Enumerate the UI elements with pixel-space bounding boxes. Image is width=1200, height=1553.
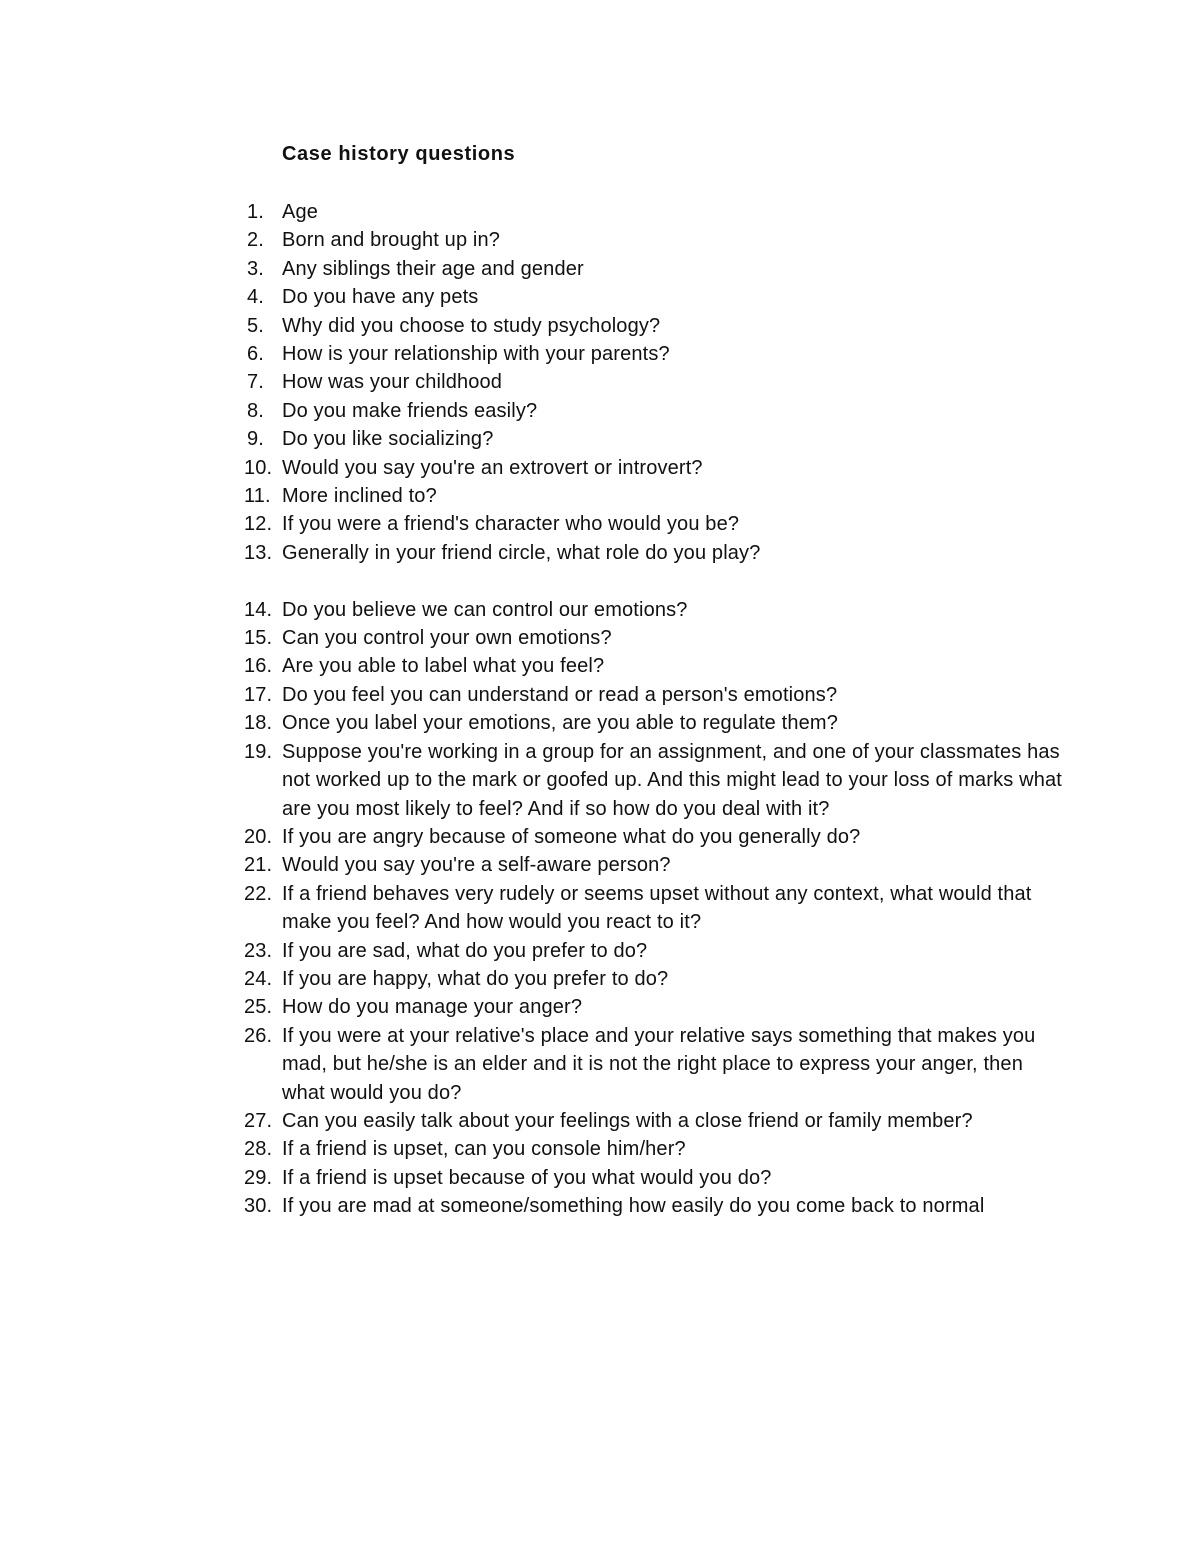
list-item <box>244 539 1064 567</box>
question-text: Do you like socializing? <box>282 428 494 451</box>
list-item <box>244 709 1064 737</box>
question-text: Do you have any pets <box>282 286 479 309</box>
question-text: If a friend behaves very rudely or seems upset without any context, what would that make you feel? And how would you react to it? <box>282 882 1032 934</box>
list-item <box>244 596 1064 624</box>
question-number: 5. <box>247 314 264 337</box>
question-text: Born and brought up in? <box>282 229 501 252</box>
list-item <box>244 1135 1064 1163</box>
question-text: More inclined to? <box>282 485 437 508</box>
list-item <box>244 738 1064 823</box>
question-number: 23. <box>244 939 273 962</box>
question-number: 19. <box>244 740 273 763</box>
question-number: 16. <box>244 655 273 678</box>
list-item <box>244 397 1064 425</box>
question-number: 30. <box>244 1195 273 1218</box>
question-number: 1. <box>247 201 264 223</box>
question-text: Age <box>282 201 319 223</box>
question-number: 15. <box>244 627 273 650</box>
question-list <box>244 198 1064 1221</box>
list-item <box>244 681 1064 709</box>
question-number: 6. <box>247 343 264 366</box>
list-item <box>244 937 1064 965</box>
list-item <box>244 823 1064 851</box>
list-item <box>244 1022 1064 1107</box>
list-item <box>244 482 1064 510</box>
question-number: 27. <box>244 1109 273 1132</box>
question-text: If a friend is upset, can you console him/her? <box>282 1138 686 1161</box>
question-number: 9. <box>247 428 264 451</box>
question-number: 17. <box>244 683 273 706</box>
question-number: 4. <box>247 286 264 309</box>
question-text: How is your relationship with your parents? <box>282 343 670 366</box>
list-item <box>244 624 1064 652</box>
question-text: If a friend is upset because of you what would you do? <box>282 1166 772 1189</box>
question-text: Would you say you're a self-aware person? <box>282 854 671 877</box>
list-item <box>244 283 1064 311</box>
list-item <box>244 993 1064 1021</box>
question-number: 14. <box>244 598 273 621</box>
question-number: 18. <box>244 712 273 735</box>
question-number: 10. <box>244 456 273 479</box>
question-number: 2. <box>247 229 264 252</box>
question-number: 26. <box>244 1024 273 1047</box>
question-number: 21. <box>244 854 273 877</box>
list-item <box>244 652 1064 680</box>
question-text: Do you make friends easily? <box>282 399 538 422</box>
question-text: Any siblings their age and gender <box>282 257 584 280</box>
list-item <box>244 368 1064 396</box>
question-number: 28. <box>244 1138 273 1161</box>
question-text: How do you manage your anger? <box>282 996 583 1019</box>
question-number: 20. <box>244 825 273 848</box>
question-text: Generally in your friend circle, what role do you play? <box>282 541 761 564</box>
question-text: Do you believe we can control our emotions? <box>282 598 688 621</box>
list-item <box>244 510 1064 538</box>
question-number: 11. <box>244 485 271 508</box>
question-number: 25. <box>244 996 273 1019</box>
list-item <box>244 425 1064 453</box>
question-text: Can you easily talk about your feelings with a close friend or family member? <box>282 1109 973 1132</box>
question-number: 13. <box>244 541 273 564</box>
list-item <box>244 1164 1064 1192</box>
question-text: Once you label your emotions, are you able to regulate them? <box>282 712 838 735</box>
question-text: If you were a friend's character who would you be? <box>282 513 740 536</box>
list-item <box>244 1192 1064 1220</box>
list-item <box>244 226 1064 254</box>
question-text: If you were at your relative's place and your relative says something that makes you mad, but he/she is an elder and it is not the right place to express your anger, then what would you do? <box>282 1024 1036 1104</box>
list-item <box>244 851 1064 879</box>
question-number: 22. <box>244 882 273 905</box>
list-item <box>244 965 1064 993</box>
question-text: Do you feel you can understand or read a person's emotions? <box>282 683 838 706</box>
question-text: Are you able to label what you feel? <box>282 655 605 678</box>
question-number: 12. <box>244 513 273 536</box>
list-item <box>244 340 1064 368</box>
list-item <box>244 255 1064 283</box>
question-text: Would you say you're an extrovert or introvert? <box>282 456 703 479</box>
question-text: If you are happy, what do you prefer to do? <box>282 967 669 990</box>
question-text: Why did you choose to study psychology? <box>282 314 661 337</box>
document-title: Case history questions <box>282 143 516 165</box>
list-item <box>244 880 1064 937</box>
question-text: Can you control your own emotions? <box>282 627 612 650</box>
question-number: 7. <box>247 371 264 394</box>
question-text: If you are sad, what do you prefer to do? <box>282 939 648 962</box>
question-number: 29. <box>244 1166 273 1189</box>
list-item <box>244 454 1064 482</box>
question-text: If you are mad at someone/something how easily do you come back to normal <box>282 1195 985 1218</box>
list-item <box>244 198 1064 226</box>
question-number: 8. <box>247 399 264 422</box>
list-item <box>244 1107 1064 1135</box>
question-number: 24. <box>244 967 273 990</box>
question-text: How was your childhood <box>282 371 503 394</box>
list-item <box>244 312 1064 340</box>
question-number: 3. <box>247 257 264 280</box>
question-text: If you are angry because of someone what do you generally do? <box>282 825 861 848</box>
question-text: Suppose you're working in a group for an assignment, and one of your classmates has not worked up to the mark or goofed up. And this might lead to your loss of marks what are you most likely to feel? And if so how do you deal with it? <box>282 740 1062 820</box>
